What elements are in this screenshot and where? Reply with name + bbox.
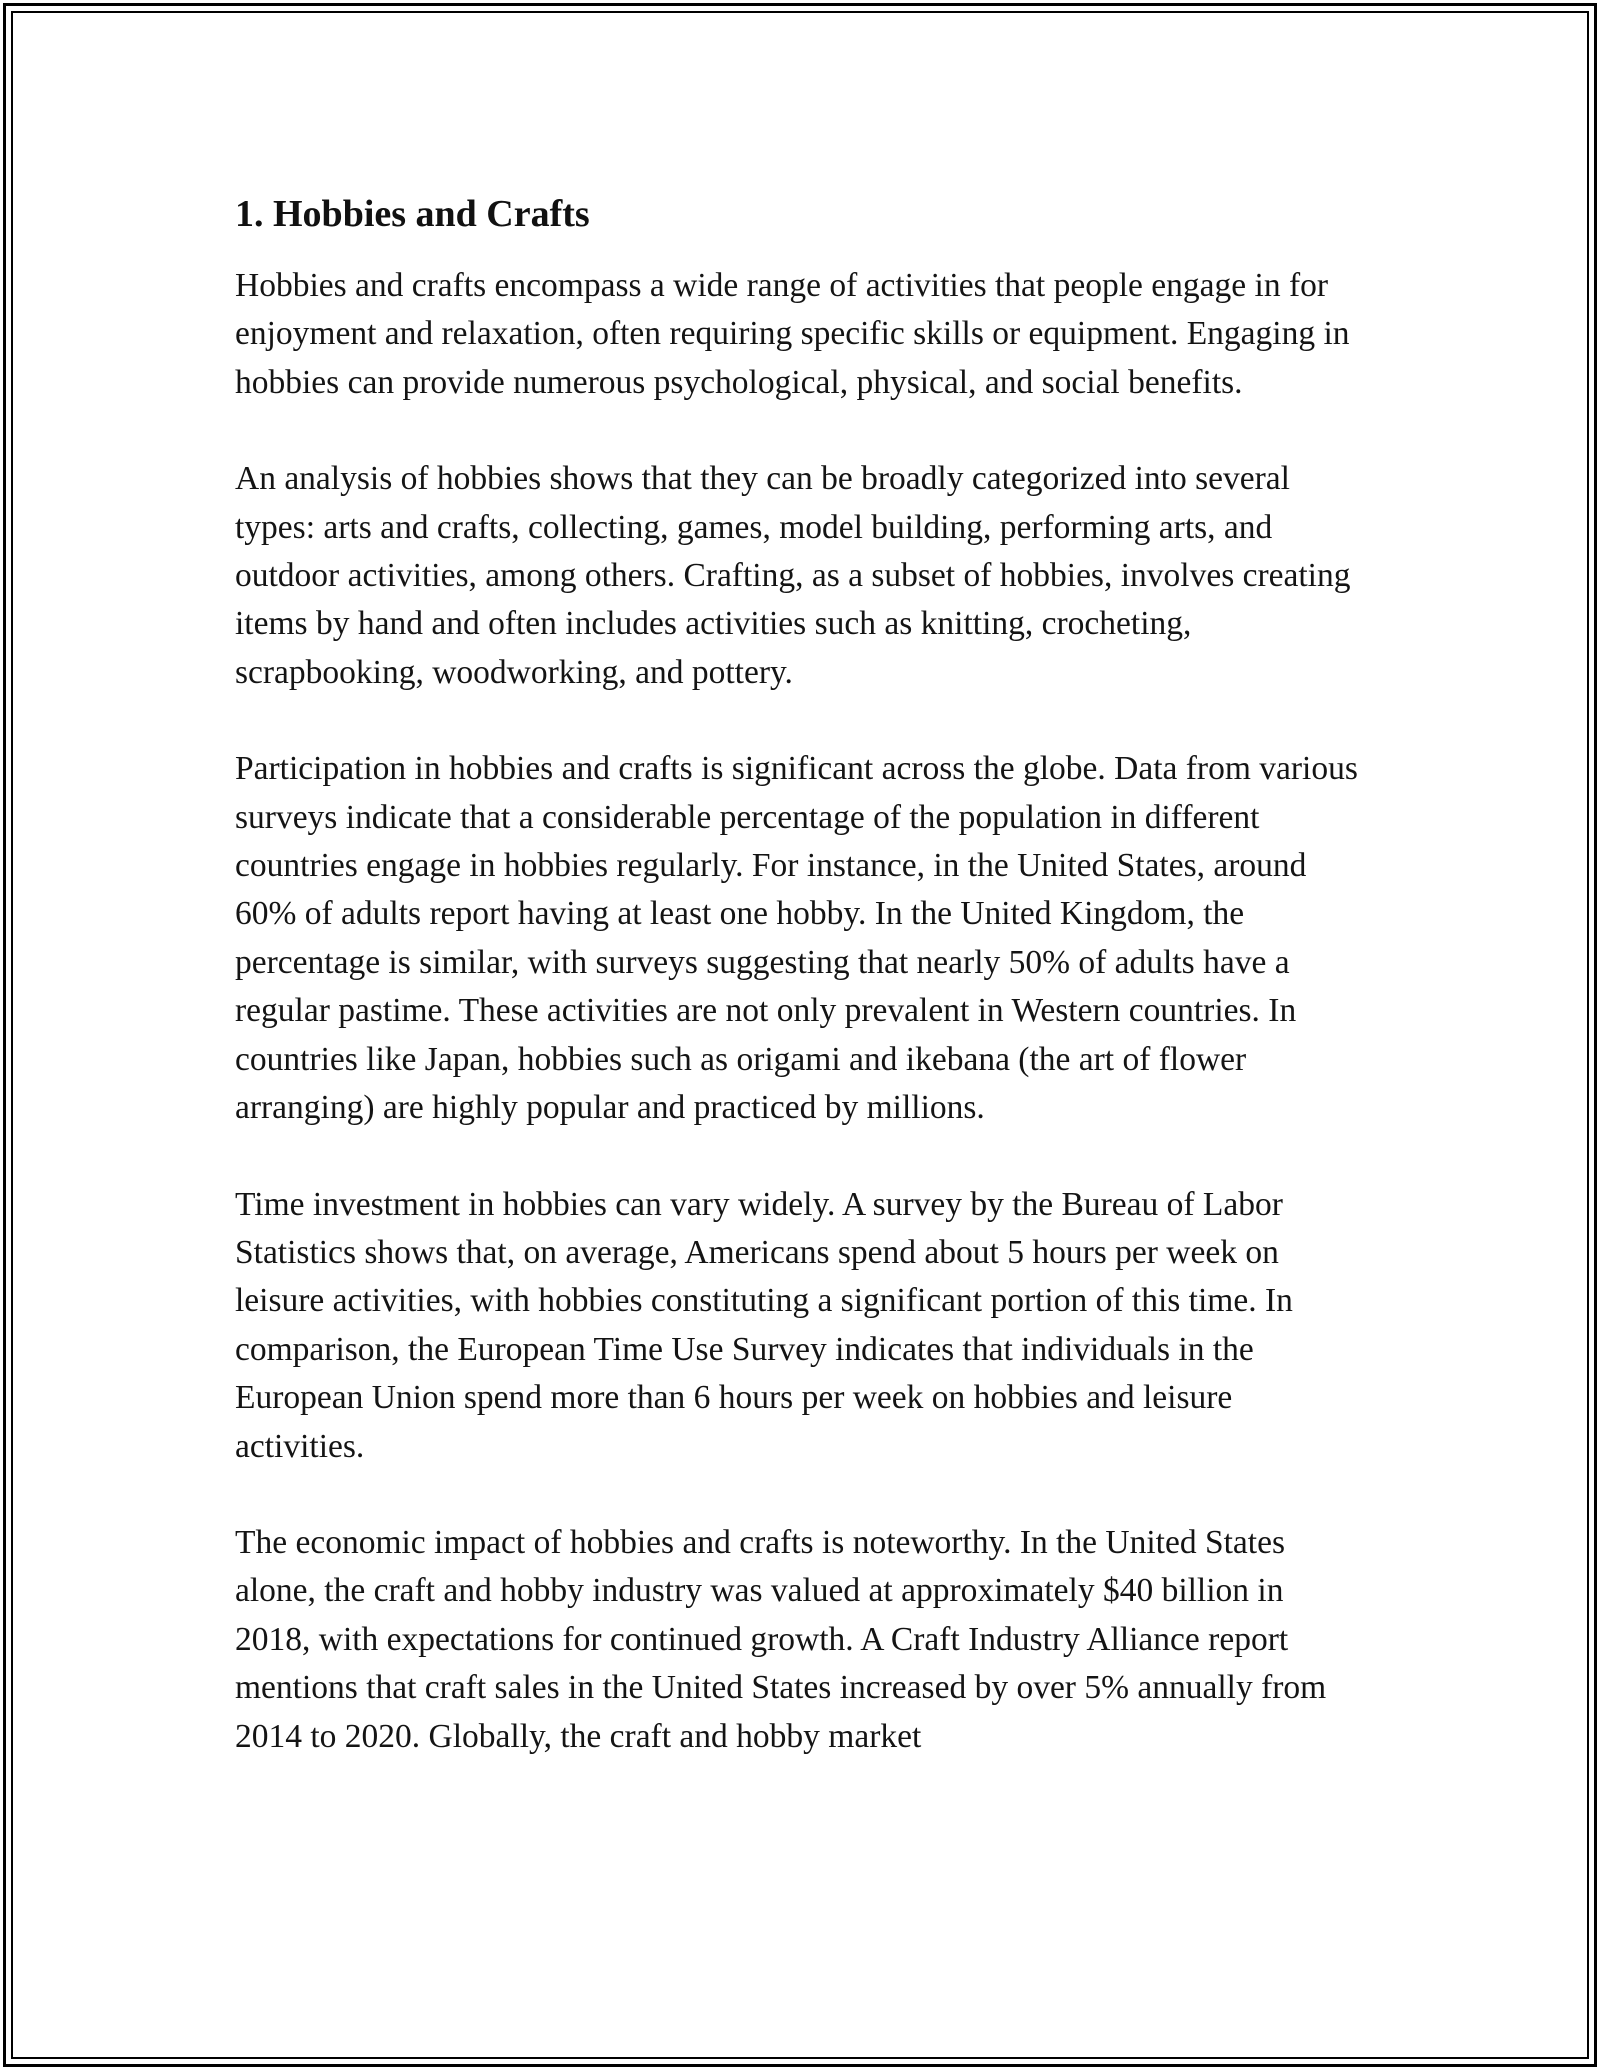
document-body (235, 186, 1365, 1809)
paragraph-intro: Hobbies and crafts encompass a wide range of activities that people engage in for enjoyment and relaxation, often requiring specific skills or equipment. Engaging in hobbies can provide numerous psychological, physical, and social benefits. (235, 267, 1350, 401)
paragraph-time-investment: Time investment in hobbies can vary widely. A survey by the Bureau of Labor Statistics shows that, on average, Americans spend about 5 hours per week on leisure activities, with hobbies constituting a significant portion of this time. In comparison, the European Time Use Survey indicates that individuals in the European Union spend more than 6 hours per week on hobbies and leisure activities. (235, 1185, 1293, 1465)
paragraph-participation: Participation in hobbies and crafts is significant across the globe. Data from various surveys indicate that a considerable percentage of the population in different countries engage in hobbies regularly. For instance, in the United States, around 60% of adults report having at least one hobby. In the United Kingdom, the percentage is similar, with surveys suggesting that nearly 50% of adults have a regular pastime. These activities are not only prevalent in Western countries. In countries like Japan, hobbies such as origami and ikebana (the art of flower arranging) are highly popular and practiced by millions. (235, 750, 1358, 1127)
paragraph-categories: An analysis of hobbies shows that they can be broadly categorized into several types: arts and crafts, collecting, games, model building, performing arts, and outdoor activities, among others. Crafting, as a subset of hobbies, involves creating items by hand and often includes activities such as knitting, crocheting, scrapbooking, woodworking, and pottery. (235, 460, 1351, 691)
paragraph-economic-impact: The economic impact of hobbies and crafts is noteworthy. In the United States alone, the craft and hobby industry was valued at approximately $40 billion in 2018, with expectations for continued growth. A Craft Industry Alliance report mentions that craft sales in the United States increased by over 5% annually from 2014 to 2020. Globally, the craft and hobby market (235, 1523, 1327, 1755)
section-heading: 1. Hobbies and Crafts (235, 193, 590, 235)
